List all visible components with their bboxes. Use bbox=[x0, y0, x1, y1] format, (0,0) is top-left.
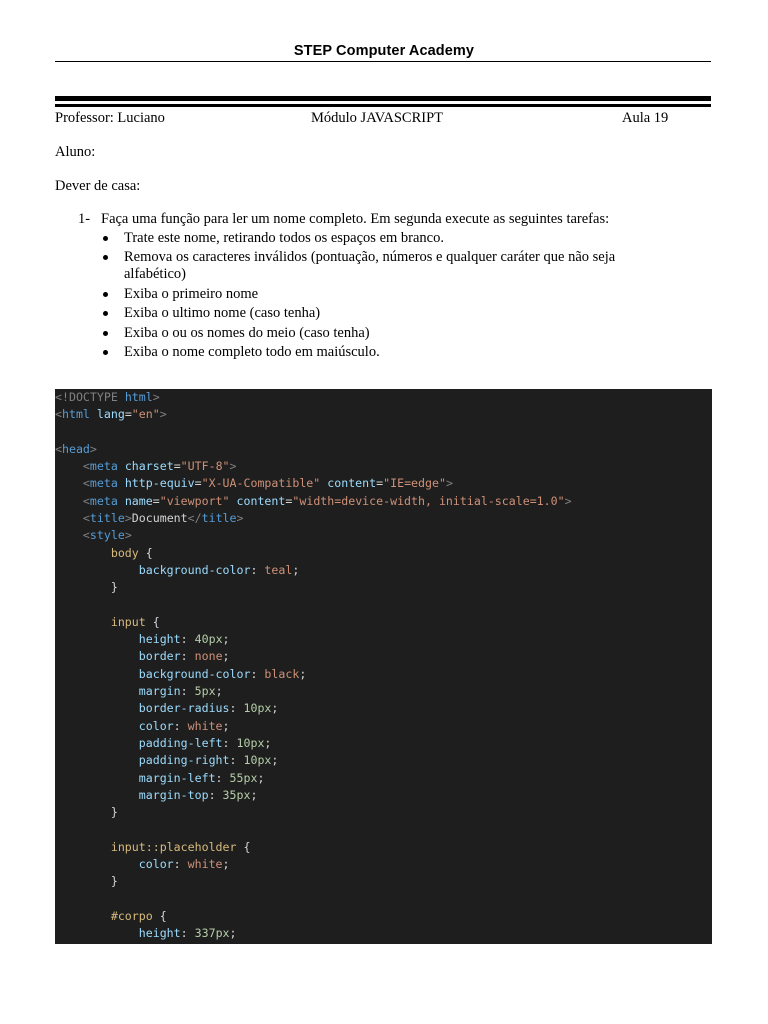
header-rule bbox=[55, 61, 711, 62]
code-line bbox=[55, 821, 712, 838]
code-line: height: 337px; bbox=[138, 926, 237, 941]
task-bullet-list bbox=[100, 230, 670, 363]
code-line: <meta http-equiv="X-UA-Compatible" content="IE=edge"> bbox=[82, 476, 453, 491]
code-line: padding-left: 10px; bbox=[138, 735, 272, 750]
code-line: background-color: black; bbox=[138, 666, 307, 681]
code-line: margin-top: 35px; bbox=[138, 787, 258, 802]
bullet-item: Exiba o nome completo todo em maiúsculo. bbox=[100, 344, 670, 361]
code-line: } bbox=[55, 805, 118, 820]
code-line: body { bbox=[110, 545, 153, 560]
code-line: } bbox=[55, 874, 118, 889]
code-line: padding-right: 10px; bbox=[138, 753, 279, 768]
code-line: <style> bbox=[82, 528, 132, 543]
lesson-label: Aula 19 bbox=[622, 110, 669, 126]
code-line: input { bbox=[110, 614, 160, 629]
code-line: <!DOCTYPE html> bbox=[55, 390, 160, 404]
professor-label: Professor: Luciano bbox=[55, 110, 165, 126]
task-number: 1- bbox=[78, 211, 91, 227]
code-line: color: white; bbox=[138, 857, 230, 872]
code-line bbox=[55, 891, 712, 908]
code-line: background-color: teal; bbox=[138, 562, 300, 577]
code-line: border-radius: 10px; bbox=[138, 701, 279, 716]
code-line: #corpo { bbox=[110, 908, 167, 923]
code-line: margin: 5px; bbox=[138, 684, 223, 699]
code-block bbox=[55, 389, 712, 944]
code-line: <meta name="viewport" content="width=device-width, initial-scale=1.0"> bbox=[82, 493, 572, 508]
bullet-item: Exiba o ultimo nome (caso tenha) bbox=[100, 305, 670, 322]
code-line bbox=[55, 597, 712, 614]
code-line: <head> bbox=[55, 441, 97, 456]
module-label: Módulo JAVASCRIPT bbox=[311, 110, 444, 126]
bullet-item: Remova os caracteres inválidos (pontuação, números e qualquer caráter que não seja alfabético) bbox=[100, 249, 670, 283]
bullet-item: Exiba o ou os nomes do meio (caso tenha) bbox=[100, 325, 670, 342]
code-line: margin-left: 55px; bbox=[138, 770, 265, 785]
task-item bbox=[78, 211, 609, 228]
code-line bbox=[55, 424, 712, 441]
code-line: } bbox=[55, 580, 118, 595]
bullet-item: Exiba o primeiro nome bbox=[100, 286, 670, 303]
code-line: border: none; bbox=[138, 649, 230, 664]
bullet-item: Trate este nome, retirando todos os espaços em branco. bbox=[100, 230, 670, 247]
header-double-rule-top bbox=[55, 96, 711, 101]
page-header-title: STEP Computer Academy bbox=[293, 43, 475, 59]
code-line: <title>Document</title> bbox=[82, 511, 244, 526]
student-label: Aluno: bbox=[55, 144, 96, 160]
code-line: height: 40px; bbox=[138, 632, 230, 647]
homework-label: Dever de casa: bbox=[55, 178, 141, 194]
task-text: Faça uma função para ler um nome completo. Em segunda execute as seguintes tarefas: bbox=[101, 211, 610, 227]
header-double-rule-bottom bbox=[55, 104, 711, 107]
code-line: <html lang="en"> bbox=[55, 407, 167, 422]
code-line: color: white; bbox=[138, 718, 230, 733]
code-line: <meta charset="UTF-8"> bbox=[82, 459, 237, 474]
code-line: input::placeholder { bbox=[110, 839, 251, 854]
